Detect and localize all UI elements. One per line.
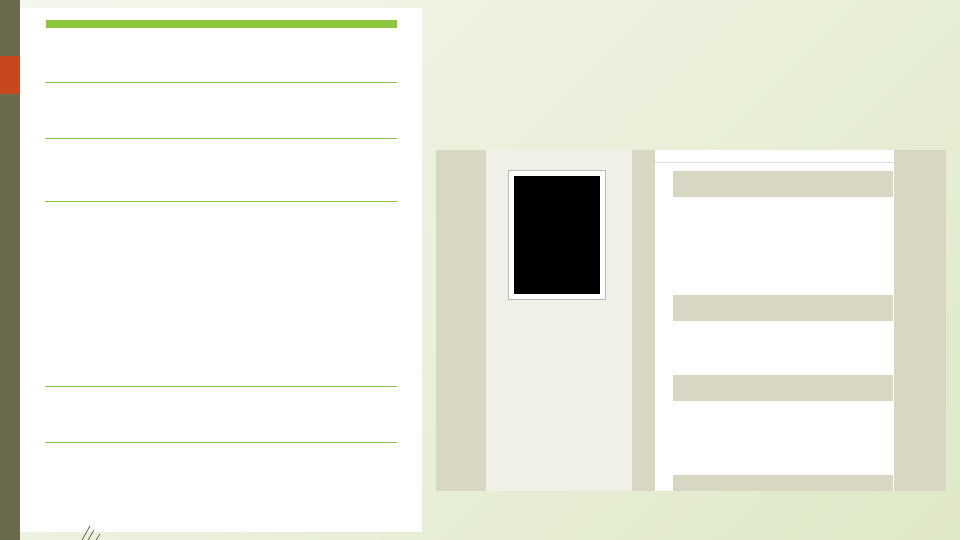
section-education-2 [673,295,893,321]
resume2-toolbar [655,150,894,163]
section-skills [45,441,397,443]
decorative-lines [80,520,110,540]
section-expertise-2 [673,475,893,491]
profile-photo [508,170,606,300]
section-experience [45,200,397,202]
resume-example-1 [20,8,422,532]
section-education [45,385,397,387]
section-profile [45,81,397,83]
section-expertise [45,137,397,139]
section-certifications [673,375,893,401]
qualification-text [676,206,891,211]
resume-top-bar [46,20,397,28]
slide-accent-tab [0,56,20,94]
section-qualification [673,171,893,197]
resume-example-2 [436,150,946,491]
